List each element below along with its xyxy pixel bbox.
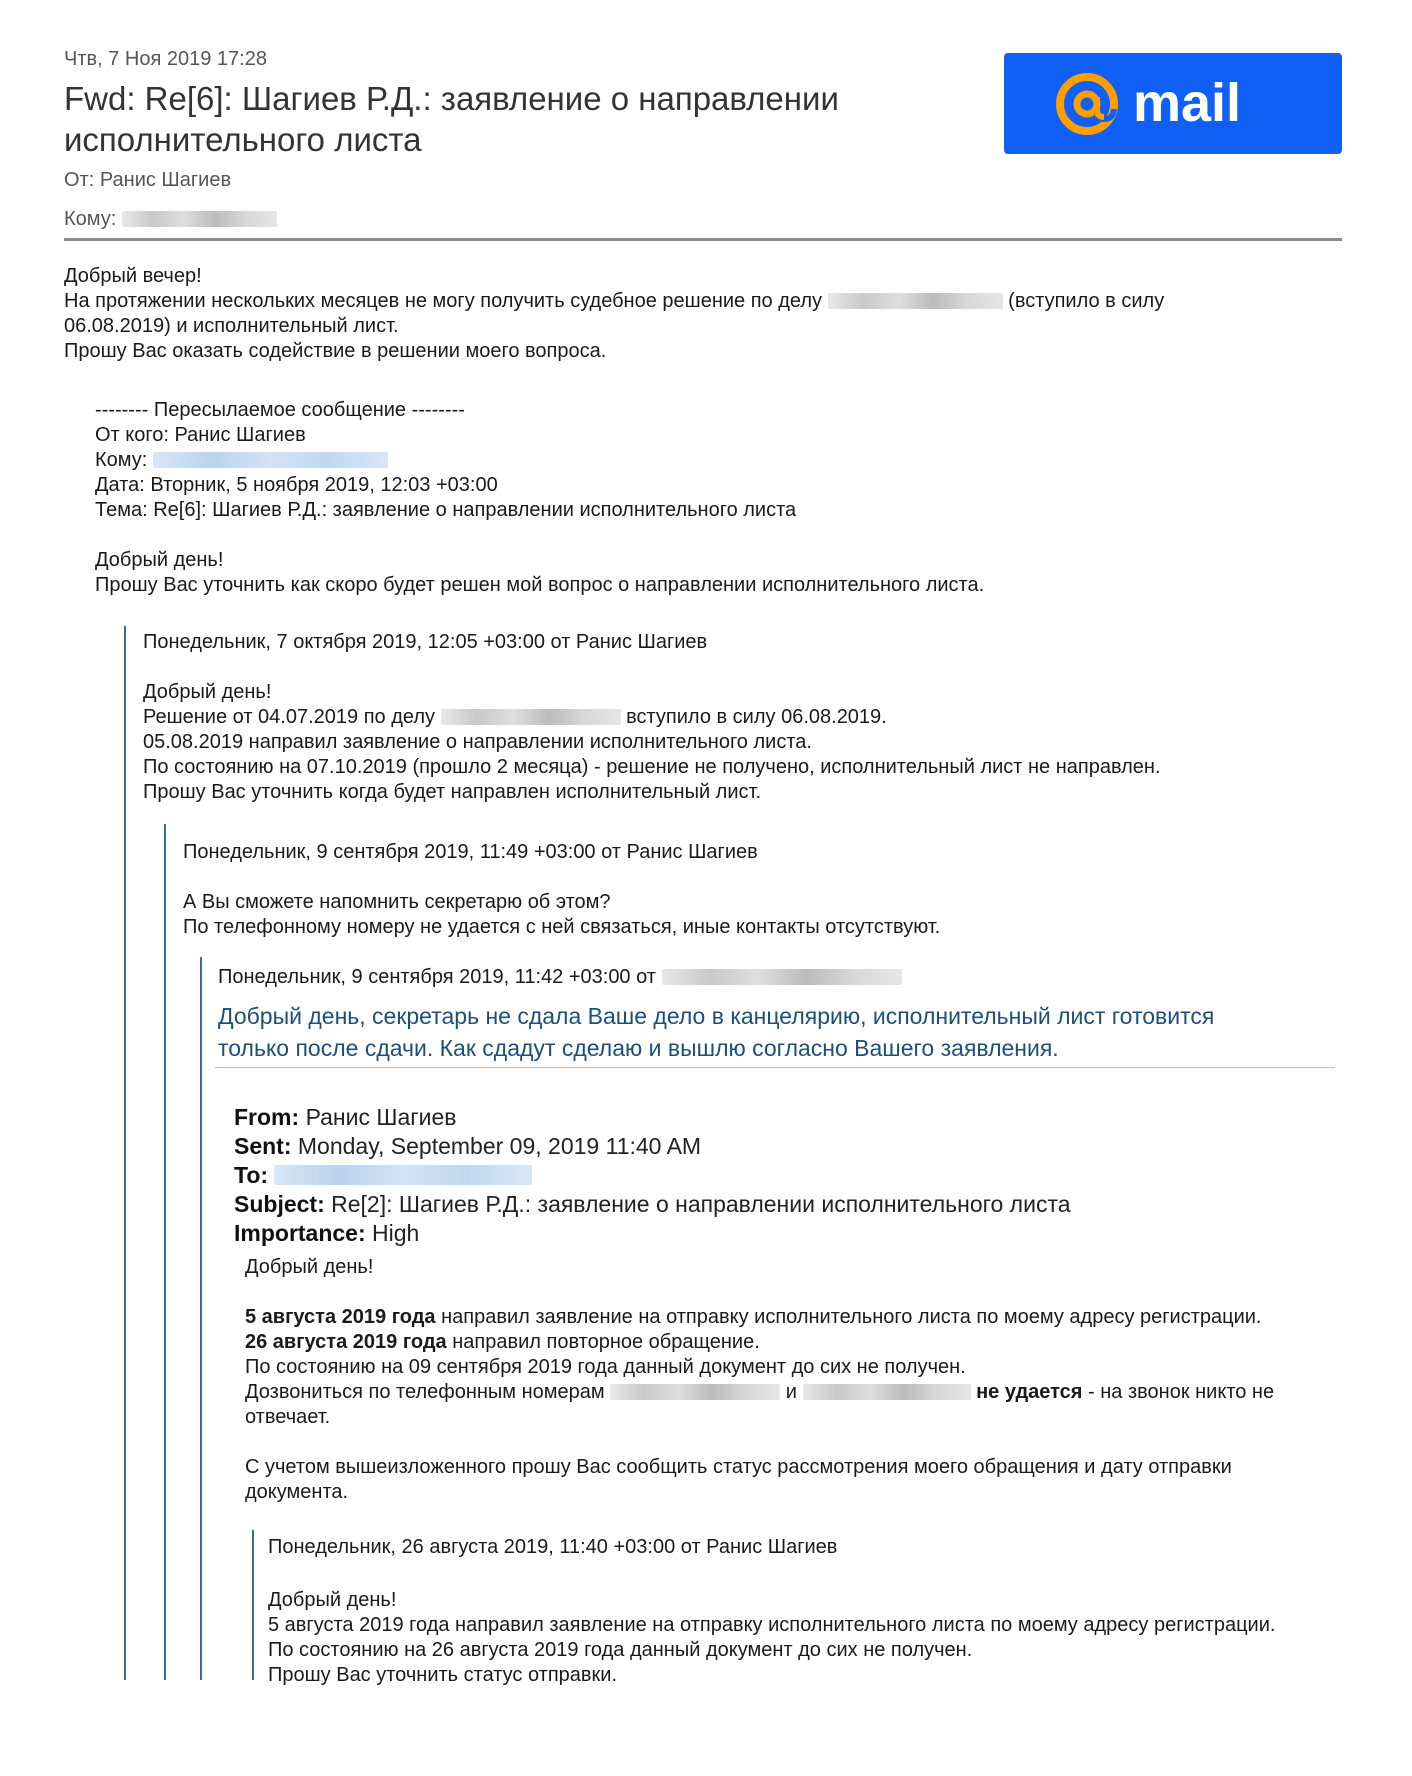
letter-line-4 bbox=[245, 1380, 1345, 1405]
forwarded-text: Прошу Вас уточнить как скоро будет решен мой вопрос о направлении исполнительного листа. bbox=[95, 574, 985, 596]
quote-bar-1 bbox=[124, 626, 126, 1680]
outlook-subject bbox=[234, 1190, 1334, 1219]
outlook-separator bbox=[215, 1067, 1335, 1068]
forwarded-to-label: Кому: bbox=[95, 449, 148, 471]
quote-bar-3 bbox=[200, 957, 202, 1680]
redacted-email bbox=[153, 452, 388, 468]
letter-line-1-rest: направил заявление на отправку исполнительного листа по моему адресу регистрации. bbox=[441, 1306, 1262, 1328]
letter-line-1-bold: 5 августа 2019 года bbox=[245, 1306, 436, 1328]
outlook-subject-value: Re[2]: Шагиев Р.Д.: заявление о направлении исполнительного листа bbox=[331, 1191, 1071, 1217]
letter-line-2 bbox=[245, 1330, 1345, 1355]
quote-2 bbox=[183, 840, 1343, 940]
body-line-4: Прошу Вас оказать содействие в решении моего вопроса. bbox=[64, 340, 607, 362]
letter-line-1 bbox=[245, 1305, 1345, 1330]
body-line-3: 06.08.2019) и исполнительный лист. bbox=[64, 315, 399, 337]
quote-1 bbox=[143, 630, 1343, 805]
logo-text: mail bbox=[1133, 72, 1242, 133]
quote-4-line-1: 5 августа 2019 года направил заявление на отправку исполнительного листа по моему адресу регистрации. bbox=[268, 1614, 1276, 1636]
redacted-phone-1 bbox=[610, 1384, 780, 1400]
letter-line-2-rest: направил повторное обращение. bbox=[452, 1331, 760, 1353]
sender-name[interactable]: Ранис Шагиев bbox=[99, 169, 232, 191]
forwarded-to bbox=[95, 448, 1345, 473]
court-reply-line-1: Добрый день, секретарь не сдала Ваше дело в канцелярию, исполнительный лист готовится bbox=[218, 1003, 1215, 1029]
redacted-recipient bbox=[122, 211, 277, 227]
forwarded-header: -------- Пересылаемое сообщение -------- bbox=[95, 399, 465, 421]
letter-line-6: С учетом вышеизложенного прошу Вас сообщить статус рассмотрения моего обращения и дату отправки bbox=[245, 1456, 1232, 1478]
forwarded-subject: Тема: Re[6]: Шагиев Р.Д.: заявление о направлении исполнительного листа bbox=[95, 499, 797, 521]
outlook-to bbox=[234, 1161, 1334, 1190]
letter-line-7: документа. bbox=[245, 1481, 349, 1503]
forwarded-greeting: Добрый день! bbox=[95, 549, 224, 571]
redacted-email-2 bbox=[274, 1165, 532, 1185]
letter-line-4-a: Дозвониться по телефонным номерам bbox=[245, 1381, 605, 1403]
quote-1-line-3: По состоянию на 07.10.2019 (прошло 2 месяца) - решение не получено, исполнительный лист не направлен. bbox=[143, 756, 1161, 778]
outlook-importance-value: High bbox=[372, 1220, 420, 1246]
sender-line bbox=[64, 169, 231, 192]
quote-2-line-1: А Вы сможете напомнить секретарю об этом? bbox=[183, 891, 611, 913]
court-reply bbox=[218, 1000, 1338, 1064]
message-subject: Fwd: Re[6]: Шагиев Р.Д.: заявление о направлении исполнительного листа bbox=[64, 80, 839, 158]
letter-line-5: отвечает. bbox=[245, 1406, 331, 1428]
quote-4-line-3: Прошу Вас уточнить статус отправки. bbox=[268, 1664, 617, 1686]
outlook-to-label: To: bbox=[234, 1162, 269, 1188]
from-label: От: bbox=[64, 169, 95, 191]
outlook-sent-value: Monday, September 09, 2019 11:40 AM bbox=[297, 1133, 702, 1159]
quote-1-line-1-b: вступило в силу 06.08.2019. bbox=[626, 706, 887, 728]
outlook-importance-label: Importance: bbox=[234, 1220, 366, 1246]
quote-1-greeting: Добрый день! bbox=[143, 681, 272, 703]
quote-1-line-4: Прошу Вас уточнить когда будет направлен исполнительный лист. bbox=[143, 781, 762, 803]
letter-line-4-b: и bbox=[785, 1381, 797, 1403]
forwarded-date: Дата: Вторник, 5 ноября 2019, 12:03 +03:00 bbox=[95, 474, 498, 496]
body-line-2-b: (вступило в силу bbox=[1008, 290, 1165, 312]
quote-3 bbox=[218, 965, 1338, 990]
quote-2-line-2: По телефонному номеру не удается с ней связаться, иные контакты отсутствуют. bbox=[183, 916, 941, 938]
body-line-2-a: На протяжении нескольких месяцев не могу получить судебное решение по делу bbox=[64, 290, 823, 312]
outlook-from bbox=[234, 1103, 1334, 1132]
redacted-sender bbox=[662, 969, 902, 985]
to-label: Кому: bbox=[64, 208, 117, 230]
letter-line-4-bold: не удается bbox=[976, 1381, 1083, 1403]
outlook-importance bbox=[234, 1219, 1334, 1248]
quote-3-header bbox=[218, 965, 1338, 990]
letter-greeting: Добрый день! bbox=[245, 1256, 374, 1278]
redacted-case-number-2 bbox=[441, 709, 621, 725]
outlook-from-value: Ранис Шагиев bbox=[305, 1104, 457, 1130]
quote-1-line-2: 05.08.2019 направил заявление о направлении исполнительного листа. bbox=[143, 731, 812, 753]
body-line-1: Добрый вечер! bbox=[64, 265, 202, 287]
mail-logo bbox=[1004, 53, 1342, 154]
forwarded-from: От кого: Ранис Шагиев bbox=[95, 424, 306, 446]
recipient-line bbox=[64, 208, 277, 231]
message-body bbox=[64, 264, 1354, 364]
court-reply-line-2: только после сдачи. Как сдадут сделаю и вышлю согласно Вашего заявления. bbox=[218, 1035, 1059, 1061]
outlook-header bbox=[234, 1103, 1334, 1248]
quote-1-line-1 bbox=[143, 705, 1343, 730]
outlook-sent-label: Sent: bbox=[234, 1133, 292, 1159]
message-date: Чтв, 7 Ноя 2019 17:28 bbox=[64, 48, 267, 70]
original-letter bbox=[245, 1255, 1345, 1505]
quote-1-header: Понедельник, 7 октября 2019, 12:05 +03:00 от Ранис Шагиев bbox=[143, 631, 708, 653]
quote-bar-2 bbox=[164, 824, 166, 1680]
quote-4-greeting: Добрый день! bbox=[268, 1589, 397, 1611]
quote-bar-4 bbox=[252, 1530, 254, 1680]
letter-line-3: По состоянию на 09 сентября 2019 года данный документ до сих не получен. bbox=[245, 1356, 966, 1378]
redacted-phone-2 bbox=[803, 1384, 971, 1400]
at-sign-icon bbox=[1053, 69, 1293, 139]
quote-2-header: Понедельник, 9 сентября 2019, 11:49 +03:00 от Ранис Шагиев bbox=[183, 841, 758, 863]
quote-4 bbox=[268, 1535, 1358, 1688]
letter-line-2-bold: 26 августа 2019 года bbox=[245, 1331, 447, 1353]
letter-line-4-d: - на звонок никто не bbox=[1088, 1381, 1275, 1403]
header-divider bbox=[64, 238, 1342, 241]
forwarded-message bbox=[95, 398, 1345, 598]
redacted-case-number bbox=[828, 293, 1003, 309]
quote-4-header: Понедельник, 26 августа 2019, 11:40 +03:00 от Ранис Шагиев bbox=[268, 1536, 838, 1558]
body-line-2 bbox=[64, 289, 1354, 314]
quote-4-line-2: По состоянию на 26 августа 2019 года данный документ до сих не получен. bbox=[268, 1639, 973, 1661]
outlook-subject-label: Subject: bbox=[234, 1191, 325, 1217]
outlook-from-label: From: bbox=[234, 1104, 300, 1130]
quote-3-header-text: Понедельник, 9 сентября 2019, 11:42 +03:00 от bbox=[218, 966, 656, 988]
quote-1-line-1-a: Решение от 04.07.2019 по делу bbox=[143, 706, 436, 728]
outlook-sent bbox=[234, 1132, 1334, 1161]
